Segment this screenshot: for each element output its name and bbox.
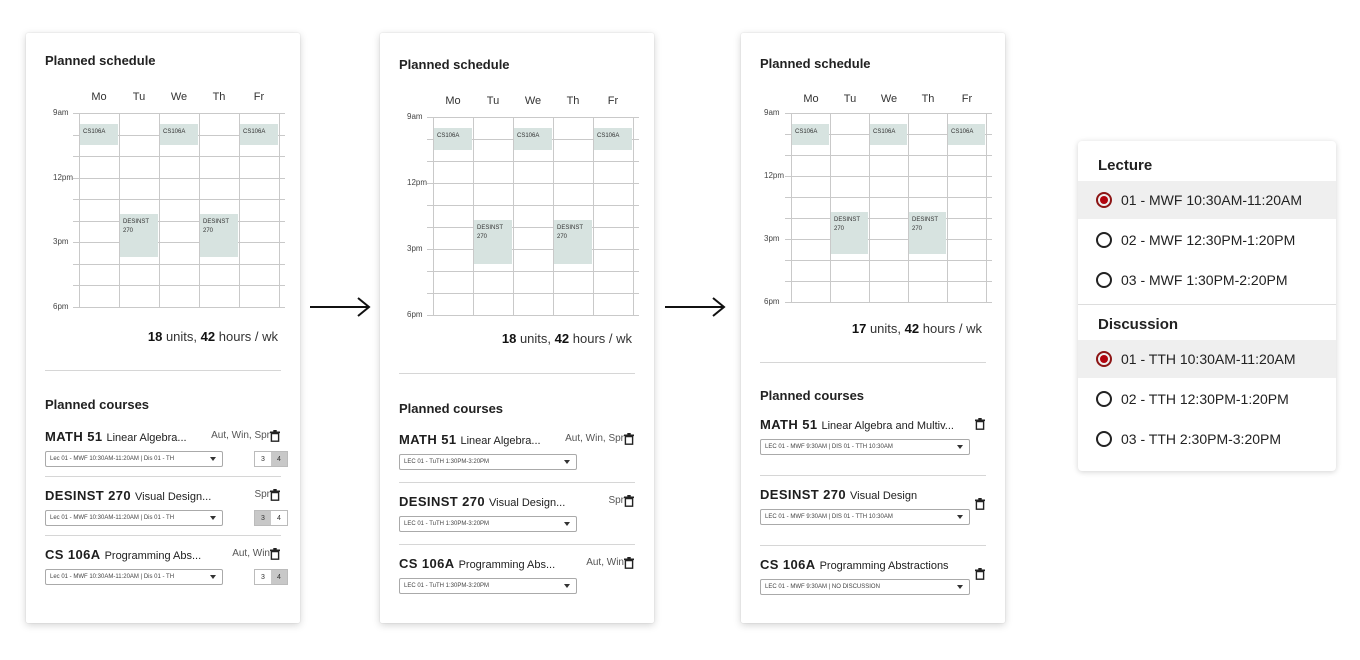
day-label: Fr: [253, 91, 265, 103]
course-name[interactable]: [45, 488, 211, 503]
units-option[interactable]: 3: [261, 573, 265, 581]
trash-icon[interactable]: [975, 567, 985, 579]
section-option-label: 02 - MWF 12:30PM-1:20PM: [1121, 232, 1296, 248]
radio-icon[interactable]: [1096, 351, 1112, 367]
block-label: 270: [912, 225, 923, 232]
block-label: CS106A: [243, 128, 266, 135]
grid-line: [427, 117, 639, 118]
section-select[interactable]: [399, 454, 577, 470]
block-label: DESINST: [834, 216, 861, 223]
day-label: We: [524, 95, 542, 107]
schedule-card: [380, 33, 654, 623]
block-label: 270: [557, 234, 568, 241]
day-label: Mo: [91, 91, 107, 103]
day-label: Th: [212, 91, 226, 103]
grid-line: [73, 113, 285, 114]
block-label: 270: [834, 225, 845, 232]
grid-line: [427, 271, 639, 272]
section-select[interactable]: [399, 578, 577, 594]
schedule-title: Planned schedule: [760, 56, 871, 71]
course-title: Linear Algebra...: [460, 435, 541, 447]
trash-icon[interactable]: [624, 556, 634, 568]
schedule-card: [741, 33, 1005, 623]
course-terms: Aut, Win: [586, 557, 624, 568]
course-code: CS 106A: [399, 556, 455, 571]
units-option[interactable]: 3: [255, 511, 271, 525]
hours-value: 42: [554, 331, 570, 346]
grid-line: [73, 199, 285, 200]
divider: [399, 544, 635, 545]
section-select-value: LEC 01 - MWF 9:30AM | NO DISCUSSION: [765, 584, 880, 590]
units-toggle[interactable]: [254, 510, 288, 526]
chevron-down-icon: [957, 445, 963, 449]
hours-word: hours / wk: [218, 329, 278, 344]
course-block-cs106a[interactable]: [948, 124, 985, 145]
radio-icon[interactable]: [1096, 272, 1112, 288]
divider: [760, 475, 986, 476]
course-block-desinst270[interactable]: [909, 212, 946, 254]
course-title: Programming Abs...: [458, 559, 556, 571]
block-label: 270: [203, 228, 214, 235]
section-option[interactable]: [1078, 380, 1336, 418]
grid-line: [73, 156, 285, 157]
grid-line: [73, 285, 285, 286]
course-title: Programming Abs...: [104, 550, 202, 562]
course-code: DESINST 270: [45, 488, 132, 503]
course-code: CS 106A: [45, 547, 101, 562]
section-select-value: LEC 01 - TuTH 1:30PM-3:20PM: [404, 521, 490, 527]
hours-value: 42: [904, 321, 920, 336]
grid-line: [785, 281, 992, 282]
section-option-label: 03 - TTH 2:30PM-3:20PM: [1121, 431, 1282, 447]
time-label: 9am: [407, 112, 423, 121]
grid-line: [427, 315, 639, 316]
trash-icon[interactable]: [624, 432, 634, 444]
course-terms: Aut, Win, Spr: [565, 433, 624, 444]
block-label: CS106A: [163, 128, 186, 135]
grid-line: [785, 218, 992, 219]
divider: [399, 482, 635, 483]
units-value: 17: [851, 321, 867, 336]
trash-icon[interactable]: [975, 497, 985, 509]
grid-line: [785, 260, 992, 261]
course-code: MATH 51: [399, 432, 457, 447]
course-terms: Aut, Win, Spr: [211, 430, 270, 441]
course-block-cs106a[interactable]: [434, 128, 472, 150]
grid-line: [633, 117, 634, 315]
section-option-label: 02 - TTH 12:30PM-1:20PM: [1121, 391, 1289, 407]
section-option[interactable]: [1078, 261, 1336, 299]
grid-line: [73, 264, 285, 265]
block-label: CS106A: [437, 133, 460, 139]
grid-line: [73, 307, 285, 308]
course-block-desinst270[interactable]: [474, 220, 512, 264]
day-label: Mo: [803, 93, 819, 105]
grid-line: [986, 113, 987, 302]
radio-icon[interactable]: [1096, 192, 1112, 208]
course-name[interactable]: [399, 432, 541, 447]
time-label: 6pm: [764, 297, 780, 306]
course-title: Linear Algebra...: [106, 432, 187, 444]
divider: [45, 476, 281, 477]
grid-line: [785, 113, 992, 114]
time-label: 12pm: [407, 178, 428, 187]
course-block-desinst270[interactable]: [554, 220, 592, 264]
course-code: DESINST 270: [399, 494, 486, 509]
section-select-value: LEC 01 - MWF 9:30AM | DIS 01 - TTH 10:30AM: [765, 514, 893, 520]
block-label: 270: [477, 234, 488, 241]
section-select[interactable]: [45, 510, 223, 526]
time-label: 3pm: [764, 234, 780, 243]
course-title: Linear Algebra and Multiv...: [821, 420, 954, 432]
course-block-cs106a[interactable]: [160, 124, 198, 146]
section-select-value: Lec 01 - MWF 10:30AM-11:20AM | Dis 01 - TH: [50, 456, 175, 462]
schedule-title: Planned schedule: [45, 53, 156, 68]
grid-line: [73, 221, 285, 222]
block-label: CS106A: [951, 128, 974, 135]
chevron-down-icon: [210, 516, 216, 520]
hours-value: 42: [200, 329, 216, 344]
units-option[interactable]: 4: [271, 570, 287, 584]
grid-line: [785, 239, 992, 240]
course-name[interactable]: [399, 494, 565, 509]
course-code: DESINST 270: [760, 487, 847, 502]
units-value: 18: [501, 331, 517, 346]
chevron-down-icon: [564, 584, 570, 588]
block-label: CS106A: [795, 128, 818, 135]
block-label: DESINST: [123, 219, 150, 226]
units-option[interactable]: 4: [271, 452, 287, 466]
divider: [760, 362, 986, 363]
course-block-cs106a[interactable]: [514, 128, 552, 150]
radio-icon[interactable]: [1096, 232, 1112, 248]
units-word: units,: [869, 321, 902, 336]
grid-line: [279, 113, 280, 307]
block-label: DESINST: [557, 225, 584, 232]
planned-courses-heading: Planned courses: [760, 388, 865, 403]
trash-icon[interactable]: [270, 547, 280, 559]
hours-word: hours / wk: [922, 321, 982, 336]
day-label: Fr: [607, 95, 619, 107]
grid-line: [785, 155, 992, 156]
section-select-value: LEC 01 - MWF 9:30AM | DIS 01 - TTH 10:30AM: [765, 444, 893, 450]
grid-line: [785, 176, 992, 177]
course-block-desinst270[interactable]: [831, 212, 868, 254]
chevron-down-icon: [564, 460, 570, 464]
section-select[interactable]: [760, 439, 970, 455]
section-heading: Lecture: [1098, 157, 1153, 174]
time-label: 9am: [53, 108, 69, 117]
block-label: 270: [123, 228, 134, 235]
course-block-cs106a[interactable]: [870, 124, 907, 145]
section-select[interactable]: [45, 569, 223, 585]
trash-icon[interactable]: [270, 429, 280, 441]
course-terms: Spr: [608, 495, 624, 506]
hours-word: hours / wk: [572, 331, 632, 346]
section-select[interactable]: [760, 579, 970, 595]
grid-line: [427, 249, 639, 250]
units-word: units,: [519, 331, 552, 346]
chevron-down-icon: [957, 585, 963, 589]
block-label: CS106A: [83, 128, 106, 135]
section-option[interactable]: [1078, 221, 1336, 259]
units-option[interactable]: 3: [261, 455, 265, 463]
course-title: Visual Design...: [135, 491, 212, 503]
grid-line: [427, 205, 639, 206]
grid-line: [427, 183, 639, 184]
section-select-value: LEC 01 - TuTH 1:30PM-3:20PM: [404, 583, 490, 589]
block-label: DESINST: [477, 225, 504, 232]
grid-line: [73, 242, 285, 243]
grid-line: [73, 178, 285, 179]
day-label: Tu: [843, 93, 857, 105]
section-select[interactable]: [760, 509, 970, 525]
block-label: DESINST: [203, 219, 230, 226]
course-name[interactable]: [399, 556, 555, 571]
radio-icon[interactable]: [1096, 431, 1112, 447]
course-terms: Spr: [254, 489, 270, 500]
course-block-cs106a[interactable]: [80, 124, 118, 146]
section-option[interactable]: [1078, 420, 1336, 458]
section-heading: Discussion: [1098, 316, 1179, 333]
planned-courses-heading: Planned courses: [45, 397, 150, 412]
block-label: CS106A: [873, 128, 896, 135]
chevron-down-icon: [957, 515, 963, 519]
trash-icon[interactable]: [624, 494, 634, 506]
course-code: MATH 51: [760, 417, 818, 432]
units-summary: [852, 321, 982, 336]
course-code: CS 106A: [760, 557, 816, 572]
day-label: We: [880, 93, 898, 105]
course-name[interactable]: [45, 547, 201, 562]
trash-icon[interactable]: [975, 417, 985, 429]
course-name[interactable]: [760, 487, 917, 502]
block-label: CS106A: [597, 133, 620, 139]
grid-line: [830, 113, 831, 302]
course-block-cs106a[interactable]: [792, 124, 829, 145]
block-label: CS106A: [517, 133, 540, 139]
trash-icon[interactable]: [270, 488, 280, 500]
course-block-cs106a[interactable]: [240, 124, 278, 146]
course-title: Visual Design...: [489, 497, 566, 509]
section-option-label: 01 - MWF 10:30AM-11:20AM: [1121, 192, 1303, 208]
day-label: Mo: [445, 95, 461, 107]
block-label: DESINST: [912, 216, 939, 223]
units-value: 18: [147, 329, 163, 344]
radio-icon[interactable]: [1096, 391, 1112, 407]
section-picker-panel: [1078, 141, 1336, 471]
section-option[interactable]: [1078, 181, 1336, 219]
section-select-value: Lec 01 - MWF 10:30AM-11:20AM | Dis 01 - TH: [50, 515, 175, 521]
section-option[interactable]: [1078, 340, 1336, 378]
course-code: MATH 51: [45, 429, 103, 444]
course-name[interactable]: [760, 557, 949, 572]
divider: [1078, 304, 1336, 305]
course-name[interactable]: [760, 417, 954, 432]
units-toggle[interactable]: [254, 451, 288, 467]
chevron-down-icon: [210, 457, 216, 461]
units-summary: [148, 329, 278, 344]
grid-line: [119, 113, 120, 307]
grid-line: [908, 113, 909, 302]
day-label: Tu: [486, 95, 500, 107]
time-label: 12pm: [764, 171, 785, 180]
chevron-down-icon: [564, 522, 570, 526]
time-label: 12pm: [53, 172, 74, 182]
course-title: Programming Abstractions: [819, 560, 949, 572]
units-word: units,: [165, 329, 198, 344]
section-select-value: LEC 01 - TuTH 1:30PM-3:20PM: [404, 459, 490, 465]
section-select[interactable]: [399, 516, 577, 532]
units-summary: [502, 331, 632, 346]
divider: [45, 370, 281, 371]
section-option-label: 01 - TTH 10:30AM-11:20AM: [1121, 351, 1296, 367]
time-label: 3pm: [407, 244, 423, 253]
units-toggle[interactable]: [254, 569, 288, 585]
grid-line: [553, 117, 554, 315]
planned-courses-heading: Planned courses: [399, 401, 504, 416]
section-select-value: Lec 01 - MWF 10:30AM-11:20AM | Dis 01 - TH: [50, 574, 175, 580]
grid-line: [427, 227, 639, 228]
course-title: Visual Design: [850, 490, 918, 502]
time-label: 6pm: [407, 310, 423, 319]
time-label: 6pm: [53, 301, 69, 311]
divider: [45, 535, 281, 536]
course-block-desinst270[interactable]: [200, 214, 238, 257]
day-label: Tu: [132, 91, 146, 103]
divider: [760, 545, 986, 546]
grid-line: [427, 161, 639, 162]
day-label: Fr: [961, 93, 973, 105]
day-label: Th: [921, 93, 935, 105]
arrow-right-icon: [665, 297, 727, 317]
day-label: Th: [566, 95, 580, 107]
day-label: We: [170, 91, 188, 103]
course-name[interactable]: [45, 429, 187, 444]
course-block-desinst270[interactable]: [120, 214, 158, 257]
grid-line: [199, 113, 200, 307]
section-select[interactable]: [45, 451, 223, 467]
schedule-card: [26, 33, 300, 623]
chevron-down-icon: [210, 575, 216, 579]
time-label: 3pm: [53, 237, 69, 246]
course-terms: Aut, Win: [232, 548, 270, 559]
time-label: 9am: [764, 108, 780, 117]
arrow-right-icon: [310, 297, 372, 317]
units-option[interactable]: 4: [277, 514, 281, 522]
schedule-title: Planned schedule: [399, 57, 510, 72]
grid-line: [427, 293, 639, 294]
grid-line: [473, 117, 474, 315]
course-block-cs106a[interactable]: [594, 128, 632, 150]
divider: [399, 373, 635, 374]
section-option-label: 03 - MWF 1:30PM-2:20PM: [1121, 272, 1288, 288]
grid-line: [785, 302, 992, 303]
grid-line: [785, 197, 992, 198]
